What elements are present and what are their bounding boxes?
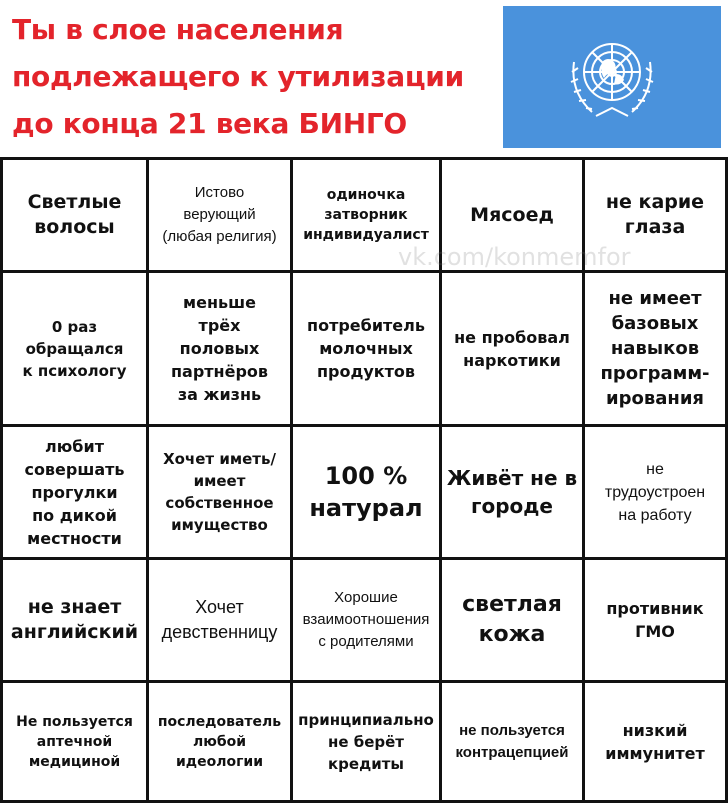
bingo-board (0, 157, 728, 800)
bingo-row (0, 427, 728, 560)
bingo-cell[interactable]: не пользуется контрацепцией (442, 683, 585, 803)
bingo-cell[interactable]: любит совершать прогулки по дикой местности (0, 427, 149, 560)
bingo-cell[interactable]: Хочет иметь/ имеет собственное имущество (149, 427, 293, 560)
bingo-row (0, 273, 728, 427)
bingo-cell[interactable]: Не пользуется аптечной медициной (0, 683, 149, 803)
title-line-2: подлежащего к утилизации (12, 60, 464, 93)
bingo-cell[interactable]: 100 % натурал (293, 427, 442, 560)
bingo-cell[interactable]: одиночка затворник индивидуалист (293, 160, 442, 273)
watermark: vk.com/konmemfor (398, 243, 631, 271)
title-line-3: до конца 21 века БИНГО (12, 107, 407, 140)
bingo-row (0, 683, 728, 803)
bingo-cell[interactable]: не знает английский (0, 560, 149, 683)
bingo-row (0, 560, 728, 683)
bingo-cell[interactable]: последователь любой идеологии (149, 683, 293, 803)
title-line-1: Ты в слое населения (12, 13, 344, 46)
bingo-cell[interactable]: Хорошие взаимоотношения с родителями (293, 560, 442, 683)
bingo-cell[interactable]: низкий иммунитет (585, 683, 728, 803)
bingo-cell[interactable]: меньше трёх половых партнёров за жизнь (149, 273, 293, 427)
bingo-cell[interactable]: Хочет девственницу (149, 560, 293, 683)
bingo-cell[interactable]: не имеет базовых навыков программ- ирования (585, 273, 728, 427)
bingo-cell[interactable]: не пробовал наркотики (442, 273, 585, 427)
bingo-row (0, 160, 728, 273)
bingo-cell[interactable]: Мясоед (442, 160, 585, 273)
bingo-cell[interactable]: противник ГМО (585, 560, 728, 683)
bingo-cell[interactable]: Истово верующий (любая религия) (149, 160, 293, 273)
bingo-cell[interactable]: принципиально не берёт кредиты (293, 683, 442, 803)
page-title (12, 6, 502, 147)
bingo-cell[interactable]: не карие глаза (585, 160, 728, 273)
bingo-cell[interactable]: не трудоустроен на работу (585, 427, 728, 560)
un-flag (503, 6, 721, 148)
bingo-cell[interactable]: Живёт не в городе (442, 427, 585, 560)
un-emblem-icon (552, 22, 672, 132)
bingo-cell[interactable]: 0 раз обращался к психологу (0, 273, 149, 427)
bingo-cell[interactable]: Светлые волосы (0, 160, 149, 273)
bingo-cell[interactable]: светлая кожа (442, 560, 585, 683)
bingo-cell[interactable]: потребитель молочных продуктов (293, 273, 442, 427)
